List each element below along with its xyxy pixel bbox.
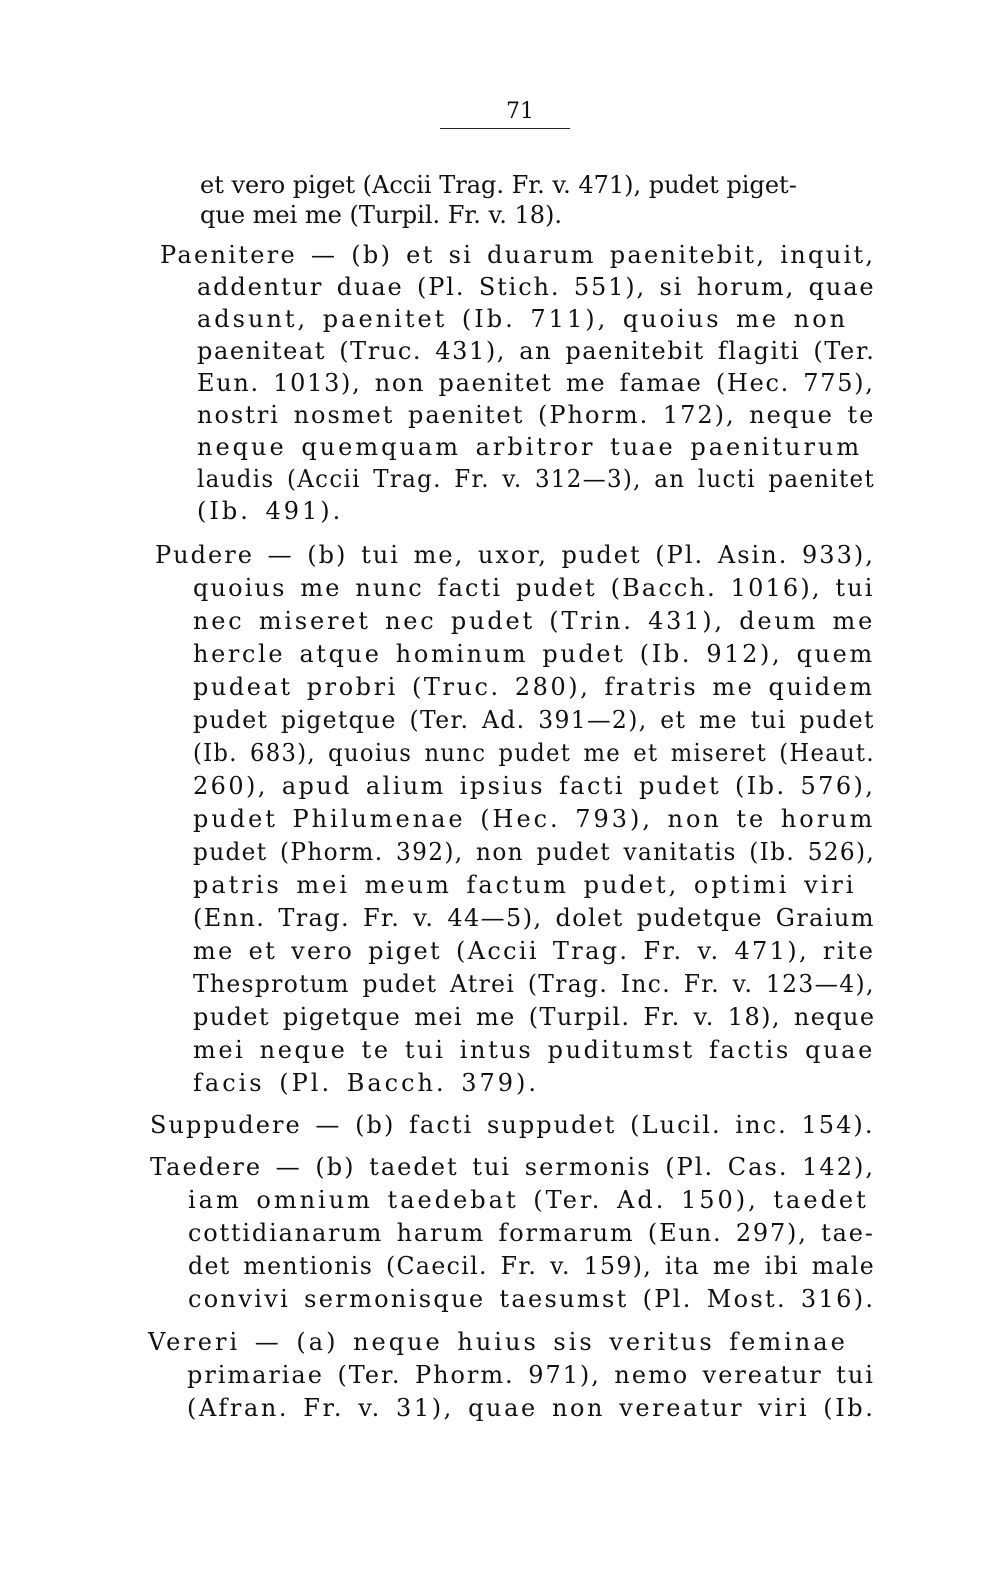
page-number: 71 [506, 99, 534, 124]
text-line: hercle atque hominum pudet (Ib. 912), quem [193, 640, 875, 668]
text-line: (Afran. Fr. v. 31), quae non vereatur viri (Ib. [187, 1394, 876, 1422]
text-line: que mei me (Turpil. Fr. v. 18). [200, 201, 563, 229]
text-line: laudis (Accii Trag. Fr. v. 312—3), an lucti paenitet [197, 465, 876, 493]
text-line: me et vero piget (Accii Trag. Fr. v. 471), rite [193, 937, 876, 965]
text-line: paeniteat (Truc. 431), an paenitebit flagiti (Ter. [197, 337, 876, 365]
text-line: et vero piget (Accii Trag. Fr. v. 471), pudet piget- [200, 171, 797, 199]
entry-headline: Suppudere — (b) facti suppudet (Lucil. inc. 154). [150, 1111, 875, 1139]
text-line: mei neque te tui intus puditumst factis quae [193, 1036, 875, 1064]
text-line: pudet (Phorm. 392), non pudet vanitatis (Ib. 526), [193, 838, 876, 866]
text-line: pudet pigetque (Ter. Ad. 391—2), et me tui pudet [193, 706, 875, 734]
text-line: 260), apud alium ipsius facti pudet (Ib. 576), [193, 772, 876, 800]
text-line: nec miseret nec pudet (Trin. 431), deum me [193, 607, 876, 635]
text-line: convivi sermonisque taesumst (Pl. Most. 316). [188, 1285, 876, 1313]
text-line: neque quemquam arbitror tuae paeniturum [197, 433, 863, 461]
text-line: nostri nosmet paenitet (Phorm. 172), neque te [197, 401, 876, 429]
text-line: (Ib. 683), quoius nunc pudet me et miseret (Heaut. [193, 739, 875, 767]
text-line: quoius me nunc facti pudet (Bacch. 1016), tui [193, 574, 875, 602]
text-line: pudeat probri (Truc. 280), fratris me quidem [193, 673, 875, 701]
entry-headline: Vereri — (a) neque huius sis veritus feminae [148, 1328, 848, 1356]
text-line: pudet Philumenae (Hec. 793), non te horum [193, 805, 876, 833]
entry-headline: Taedere — (b) taedet tui sermonis (Pl. Cas. 142), [150, 1153, 876, 1181]
text-line: iam omnium taedebat (Ter. Ad. 150), taedet [188, 1186, 869, 1214]
text-line: Eun. 1013), non paenitet me famae (Hec. 775), [197, 369, 875, 397]
text-line: facis (Pl. Bacch. 379). [193, 1069, 540, 1097]
text-line: addentur duae (Pl. Stich. 551), si horum, quae [197, 273, 876, 301]
page-number-rule [440, 128, 570, 129]
text-line: pudet pigetque mei me (Turpil. Fr. v. 18), neque [193, 1003, 876, 1031]
text-line: (Ib. 491). [197, 497, 344, 525]
text-line: det mentionis (Caecil. Fr. v. 159), ita me ibi male [188, 1252, 876, 1280]
text-line: primariae (Ter. Phorm. 971), nemo vereatur tui [187, 1361, 875, 1389]
text-line: patris mei meum factum pudet, optimi viri [193, 871, 857, 899]
entry-headline: Pudere — (b) tui me, uxor, pudet (Pl. Asin. 933), [155, 541, 875, 569]
entry-headline: Paenitere — (b) et si duarum paenitebit, inquit, [160, 241, 876, 269]
text-line: cottidianarum harum formarum (Eun. 297), tae- [188, 1219, 875, 1247]
text-line: adsunt, paenitet (Ib. 711), quoius me non [197, 305, 849, 333]
text-line: (Enn. Trag. Fr. v. 44—5), dolet pudetque Graium [193, 904, 875, 932]
text-line: Thesprotum pudet Atrei (Trag. Inc. Fr. v. 123—4), [193, 970, 875, 998]
